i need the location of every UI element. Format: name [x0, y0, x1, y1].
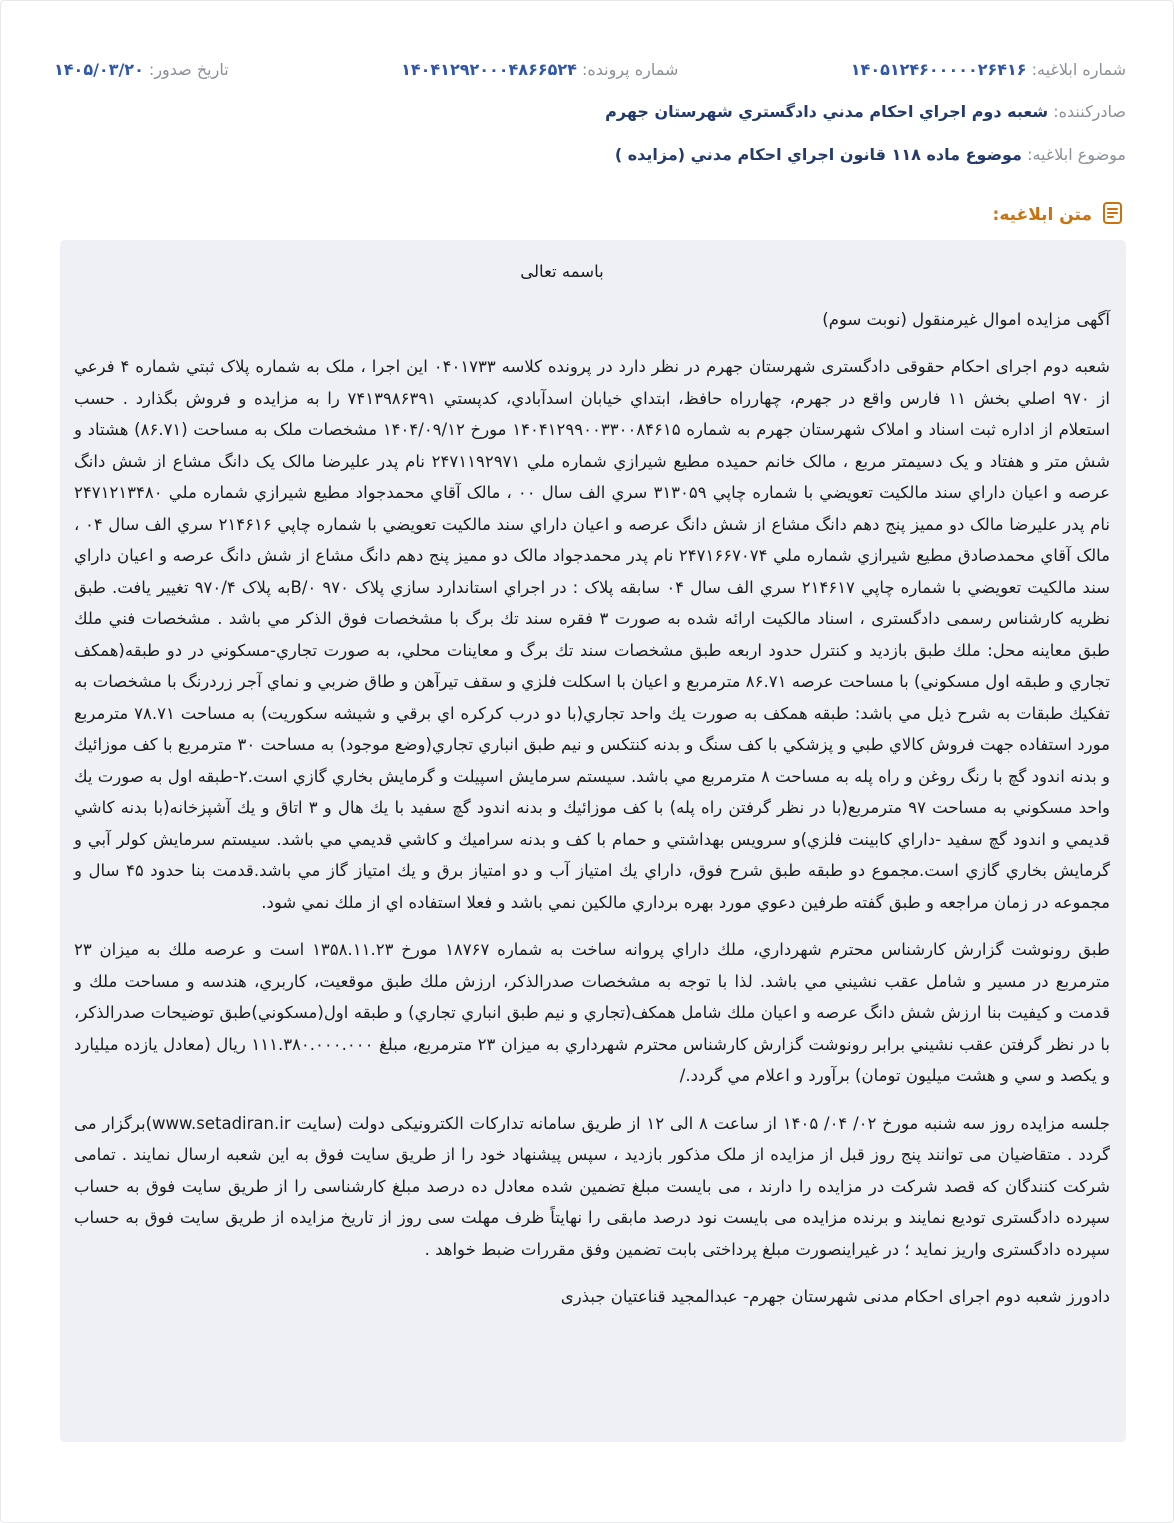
case-number-label: شماره پرونده:: [581, 60, 679, 79]
notice-text-title: متن ابلاغیه:: [992, 205, 1092, 225]
subject-value: موضوع ماده ۱۱۸ قانون اجراي احكام مدني (مزايده ): [614, 145, 1022, 164]
subject-label: موضوع ابلاغیه:: [1027, 145, 1126, 164]
issuer-label: صادرکننده:: [1053, 102, 1126, 121]
issue-date-label: تاریخ صدور:: [148, 60, 229, 79]
salutation: باسمه تعالی: [520, 262, 604, 281]
paragraph-property-details: شعبه دوم اجرای احکام حقوقی دادگستری شهرستان جهرم در نظر دارد در پرونده کلاسه ۰۴۰۱۷۳۳ این اجرا ، ملک به شماره پلاک ثبتي شماره ۴ فرعي از ۹۷۰ اصلي بخش ۱۱ فارس واقع در جهرم، چهارراه حافظ، ابتداي خيابان اسدآبادي، کدپستي ۷۴۱۳۹۸۶۳۹۱ را به مزایده و فروش بگذارد . حسب استعلام از اداره ثبت اسناد و املاک شهرستان جهرم به شماره ۱۴۰۴۱۲۹۹۰۰۳۳۰۰۸۴۶۱۵ مورخ ۱۴۰۴/۰۹/۱۲ مشخصات ملک به مساحت (۸۶.۷۱) هشتاد و شش متر و هفتاد و یک دسیمتر مربع ، مالک خانم حميده مطيع شيرازي شماره ملي ۲۴۷۱۱۹۲۹۷۱ نام پدر عليرضا مالک یک دانگ مشاع از شش دانگ عرصه و اعيان داراي سند مالکيت تعويضي با شماره چاپي ۳۱۳۰۵۹ سري الف سال ۰۰ ، مالک آقاي محمدجواد مطيع شيرازي شماره ملي ۲۴۷۱۲۱۳۴۸۰ نام پدر عليرضا مالک دو مميز پنج دهم دانگ مشاع از شش دانگ عرصه و اعيان داراي سند مالکيت تعويضي با شماره چاپي ۲۱۴۶۱۶ سري الف سال ۰۴ ، مالک آقاي محمدصادق مطيع شيرازي شماره ملي ۲۴۷۱۶۶۷۰۷۴ نام پدر محمدجواد مالک دو مميز پنج دهم دانگ مشاع از شش دانگ عرصه و اعيان داراي سند مالکيت تعويضي با شماره چاپي ۲۱۴۶۱۷ سري الف سال ۰۴ سابقه پلاک : در اجراي استاندارد سازي پلاک ۹۷۰ B/۰به پلاک ۹۷۰/۴ تغيير يافت. طبق نظریه کارشناس رسمی دادگستری ، اسناد مالكيت ارائه شده به صورت ۳ فقره سند تك برگ با مشخصات فوق الذكر مي باشد . مشخصات فني ملك طبق معاينه محل: ملك طبق بازديد و كنترل حدود اربعه طبق مشخصات سند تك برگ و معاينات محلي، به صورت تجاري-مسكوني در دو طبقه(همكف تجاري و طبقه اول مسكوني) با مساحت عرصه ۸۶.۷۱ مترمربع و اعيان با اسكلت فلزي و سقف تيرآهن و طاق ضربي و نماي آجر زردرنگ با مشخصات به تفكيك طبقات به شرح ذيل مي باشد: طبقه همكف به صورت يك واحد تجاري(با دو درب كركره اي برقي و شيشه سكوريت) به مساحت ۷۸.۷۱ مترمربع مورد استفاده جهت فروش كالاي طبي و پزشكي با كف سنگ و بدنه كنتكس و نيم طبق انباري تجاري(وضع موجود) به مساحت ۳۰ مترمربع با كف موزائيك و بدنه اندود گچ با رنگ روغن و راه پله به مساحت ۸ مترمربع مي باشد. سيستم سرمايش اسپيلت و گرمايش بخاري گازي است.۲-طبقه اول به صورت يك واحد مسكوني به مساحت ۹۷ مترمربع(با در نظر گرفتن راه پله) با كف موزائيك و بدنه اندود گچ سفيد با يك هال و ۳ اتاق و يك آشپزخانه(با بدنه كاشي قديمي و اندود گچ سفيد -داراي كابينت فلزي)و سرويس بهداشتي و حمام با كف و بدنه سراميك و كاشي قديمي مي باشد. سيستم سرمايش كولر آبي و گرمايش بخاري گازي است.مجموع دو طبقه طبق شرح فوق، داراي يك امتياز آب و دو امتياز برق و يك امتياز گاز مي باشد.قدمت بنا حدود ۴۵ سال و مجموعه در زمان مراجعه و طبق گفته طرفين دعوي مورد بهره برداري مالكين نمي باشد و فعلا استفاده اي از ملك نمي شود.: [74, 357, 1111, 912]
paragraph-auction-terms: جلسه مزایده روز سه شنبه مورخ ۰۲/ ۰۴/ ۱۴۰۵ از ساعت ۸ الی ۱۲ از طریق سامانه تدارکات الکترونیکی دولت (سایت www.setadiran.ir)برگزار می گردد . متقاضیان می توانند پنج روز قبل از مزایده از ملک مذکور بازدید ، سپس پیشنهاد خود را از طریق سایت فوق به این شعبه ارسال نمایند . تمامی شرکت کنندگان که قصد شرکت در مزایده را دارند ، می بایست مبلغ تضمین شده معادل ده درصد مبلغ کارشناسی را از طریق سایت فوق به حساب سپرده دادگستری تودیع نمایند و برنده مزایده می بایست نود درصد مابقی را نهایتاً ظرف مهلت سی روز از تاریخ مزایده از طریق سایت فوق به حساب سپرده دادگستری واریز نماید ؛ در غیراینصورت مبلغ پرداختی بابت تضمین وفق مقررات ضبط خواهد .: [74, 1113, 1110, 1259]
signature: دادورز شعبه دوم اجرای احکام مدنی شهرستان جهرم- عبدالمجید قناعتیان جبذری: [560, 1287, 1110, 1306]
subject-row: [615, 143, 1126, 167]
case-number: [401, 58, 678, 82]
issuer-row: [605, 100, 1126, 124]
issuer-value: شعبه دوم اجراي احكام مدني دادگستري شهرستان جهرم: [605, 102, 1049, 121]
notice-number: [851, 58, 1126, 82]
meta-row-numbers: [40, 58, 1126, 82]
notice-body: [74, 256, 1110, 1329]
issue-date-value: ۱۴۰۵/۰۳/۲۰: [54, 60, 144, 79]
notice-number-label: شماره ابلاغیه:: [1031, 60, 1126, 79]
notice-number-value: ۱۴۰۵۱۲۴۶۰۰۰۰۰۲۶۴۱۶: [850, 60, 1027, 79]
paragraph-valuation: طبق رونوشت گزارش كارشناس محترم شهرداري، ملك داراي پروانه ساخت به شماره ۱۸۷۶۷ مورخ ۱۳۵۸.۱۱.۲۳ است و عرصه ملك به ميزان ۲۳ مترمربع در مسير و شامل عقب نشيني مي باشد. لذا با توجه به مشخصات صدرالذكر، ارزش ملك طبق موقعيت، كاربري، هندسه و مساحت ملك و قدمت و كيفيت بنا ارزش شش دانگ عرصه و اعيان ملك شامل همكف(تجاري و نيم طبق انباري تجاري) و طبقه اول(مسكوني)طبق توضيحات صدرالذكر، با در نظر گرفتن عقب نشيني برابر رونوشت گزارش كارشناس محترم شهرداري به ميزان ۲۳ مترمربع، مبلغ ۱۱۱.۳۸۰.۰۰۰.۰۰۰ ريال (معادل يازده ميليارد و يكصد و سي و هشت ميليون تومان) برآورد و اعلام مي گردد./: [74, 940, 1110, 1085]
case-number-value: ۱۴۰۴۱۲۹۲۰۰۰۴۸۶۶۵۲۴: [401, 60, 577, 79]
issue-date: [54, 58, 229, 82]
notice-text-heading: [993, 200, 1126, 230]
notice-heading: آگهی مزایده اموال غیرمنقول (نوبت سوم): [822, 309, 1110, 329]
document-text-icon: [1100, 200, 1126, 230]
